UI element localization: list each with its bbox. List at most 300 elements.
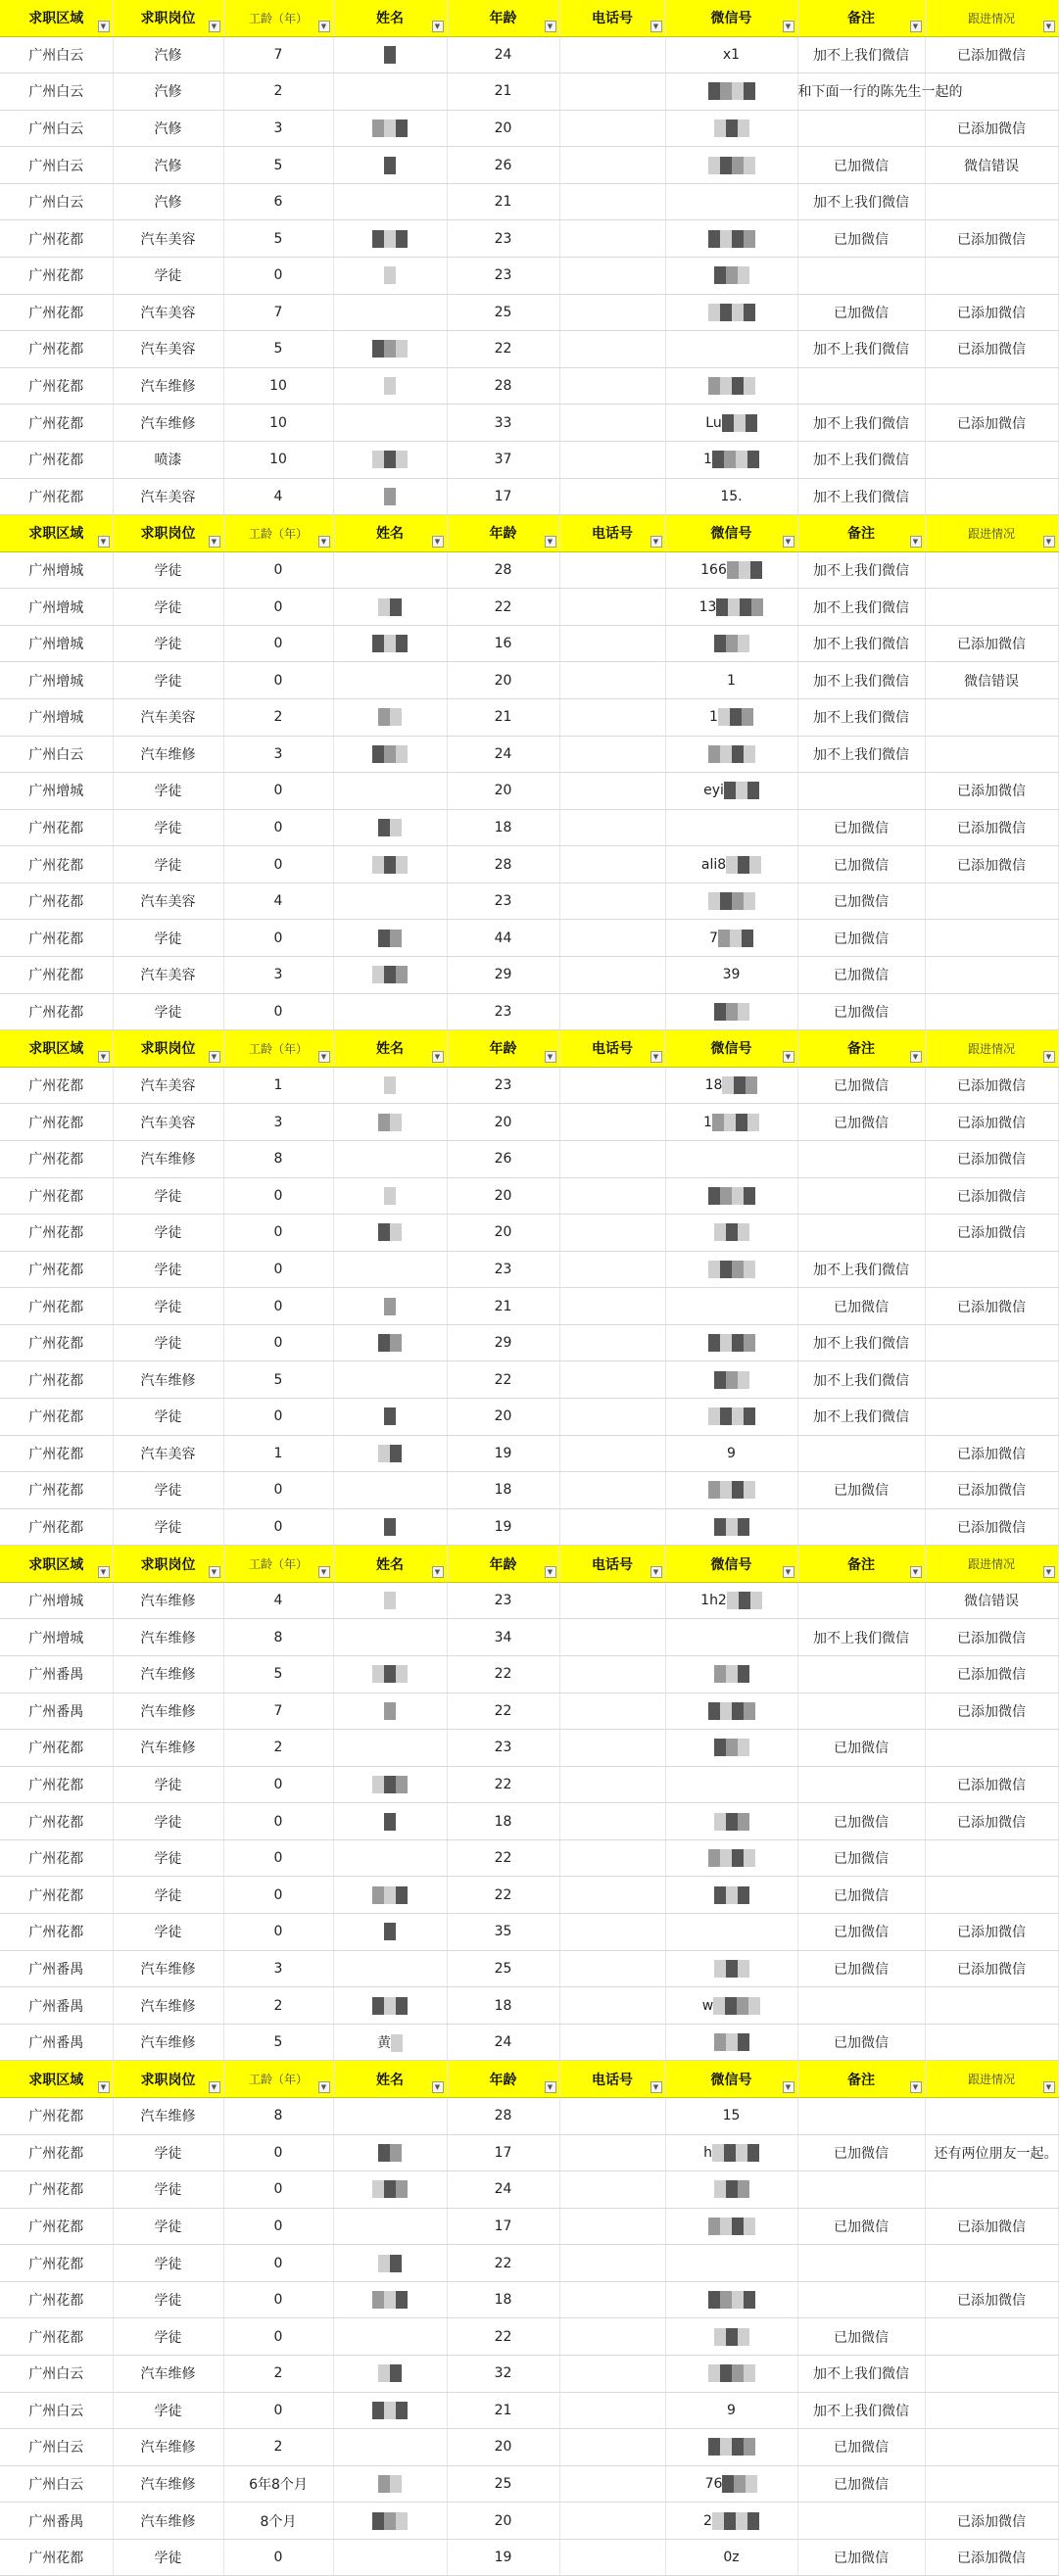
cell-region[interactable]: 广州花都 — [0, 920, 113, 957]
cell-note[interactable]: 已加微信 — [797, 1472, 925, 1509]
cell-name[interactable] — [333, 1914, 447, 1951]
cell-experience[interactable]: 4 — [223, 883, 333, 920]
cell-phone[interactable] — [559, 2356, 665, 2393]
cell-position[interactable]: 喷漆 — [113, 441, 223, 478]
cell-experience[interactable]: 0 — [223, 662, 333, 699]
cell-phone[interactable] — [559, 331, 665, 368]
cell-age[interactable]: 24 — [447, 2171, 559, 2209]
cell-note[interactable]: 加不上我们微信 — [797, 551, 925, 589]
cell-wechat[interactable]: 1 — [665, 1104, 797, 1141]
cell-region[interactable]: 广州花都 — [0, 1877, 113, 1914]
cell-phone[interactable] — [559, 1693, 665, 1730]
cell-age[interactable]: 21 — [447, 1288, 559, 1325]
cell-wechat[interactable] — [665, 1140, 797, 1177]
cell-note[interactable]: 加不上我们微信 — [797, 1398, 925, 1435]
cell-note[interactable]: 已加微信 — [797, 1839, 925, 1877]
cell-experience[interactable]: 5 — [223, 220, 333, 258]
cell-wechat[interactable] — [665, 625, 797, 662]
cell-wechat[interactable]: 13 — [665, 589, 797, 626]
cell-phone[interactable] — [559, 294, 665, 331]
cell-age[interactable]: 23 — [447, 993, 559, 1030]
cell-experience[interactable]: 5 — [223, 2024, 333, 2061]
cell-wechat[interactable] — [665, 110, 797, 147]
cell-name[interactable] — [333, 2392, 447, 2429]
cell-note[interactable]: 加不上我们微信 — [797, 589, 925, 626]
cell-follow[interactable]: 已添加微信 — [925, 220, 1058, 258]
cell-wechat[interactable] — [665, 1508, 797, 1546]
cell-experience[interactable]: 4 — [223, 478, 333, 515]
cell-experience[interactable]: 0 — [223, 1803, 333, 1840]
cell-name[interactable] — [333, 2539, 447, 2576]
column-header-experience[interactable] — [223, 0, 333, 36]
cell-follow[interactable]: 已添加微信 — [925, 1435, 1058, 1472]
cell-position[interactable]: 学徒 — [113, 1472, 223, 1509]
cell-region[interactable]: 广州花都 — [0, 441, 113, 478]
cell-wechat[interactable]: 166 — [665, 551, 797, 589]
cell-experience[interactable]: 5 — [223, 147, 333, 184]
cell-note[interactable] — [797, 2281, 925, 2318]
cell-name[interactable] — [333, 2134, 447, 2171]
cell-follow[interactable]: 已添加微信 — [925, 331, 1058, 368]
cell-region[interactable]: 广州花都 — [0, 2539, 113, 2576]
cell-follow[interactable] — [925, 589, 1058, 626]
cell-region[interactable]: 广州花都 — [0, 2281, 113, 2318]
cell-wechat[interactable]: 1 — [665, 698, 797, 736]
cell-name[interactable] — [333, 1472, 447, 1509]
cell-region[interactable]: 广州花都 — [0, 294, 113, 331]
filter-dropdown-icon[interactable]: ▼ — [1043, 536, 1055, 548]
column-header-wechat[interactable] — [665, 1546, 797, 1583]
cell-wechat[interactable]: x1 — [665, 36, 797, 73]
cell-name[interactable] — [333, 846, 447, 883]
cell-region[interactable]: 广州番禺 — [0, 1656, 113, 1693]
filter-dropdown-icon[interactable]: ▼ — [545, 1566, 556, 1578]
column-header-note[interactable] — [797, 515, 925, 552]
column-header-follow[interactable] — [925, 1546, 1058, 1583]
cell-position[interactable]: 汽车维修 — [113, 1950, 223, 1987]
column-header-position[interactable] — [113, 1546, 223, 1583]
filter-dropdown-icon[interactable]: ▼ — [209, 1051, 220, 1063]
cell-region[interactable]: 广州花都 — [0, 220, 113, 258]
column-header-region[interactable] — [0, 1546, 113, 1583]
cell-wechat[interactable] — [665, 1251, 797, 1288]
cell-note[interactable]: 加不上我们微信 — [797, 736, 925, 773]
column-header-wechat[interactable] — [665, 515, 797, 552]
cell-region[interactable]: 广州花都 — [0, 1803, 113, 1840]
cell-experience[interactable]: 0 — [223, 2281, 333, 2318]
cell-position[interactable]: 学徒 — [113, 1288, 223, 1325]
filter-dropdown-icon[interactable]: ▼ — [650, 2081, 662, 2093]
cell-wechat[interactable]: Lu — [665, 405, 797, 442]
cell-name[interactable] — [333, 1508, 447, 1546]
cell-follow[interactable] — [925, 2318, 1058, 2356]
cell-note[interactable]: 加不上我们微信 — [797, 1324, 925, 1361]
filter-dropdown-icon[interactable]: ▼ — [650, 1051, 662, 1063]
cell-name[interactable] — [333, 258, 447, 295]
cell-region[interactable]: 广州花都 — [0, 1177, 113, 1215]
cell-phone[interactable] — [559, 1656, 665, 1693]
cell-note[interactable]: 已加微信 — [797, 220, 925, 258]
cell-age[interactable]: 20 — [447, 1398, 559, 1435]
cell-age[interactable]: 25 — [447, 1950, 559, 1987]
cell-age[interactable]: 22 — [447, 589, 559, 626]
cell-age[interactable]: 28 — [447, 551, 559, 589]
cell-region[interactable]: 广州花都 — [0, 1324, 113, 1361]
cell-name[interactable] — [333, 1398, 447, 1435]
cell-age[interactable]: 26 — [447, 1140, 559, 1177]
cell-region[interactable]: 广州番禺 — [0, 1987, 113, 2025]
cell-experience[interactable]: 0 — [223, 809, 333, 846]
cell-position[interactable]: 汽车维修 — [113, 1582, 223, 1619]
cell-follow[interactable] — [925, 478, 1058, 515]
cell-position[interactable]: 学徒 — [113, 1251, 223, 1288]
filter-dropdown-icon[interactable]: ▼ — [98, 21, 110, 32]
cell-position[interactable]: 汽修 — [113, 73, 223, 111]
filter-dropdown-icon[interactable]: ▼ — [1043, 2081, 1055, 2093]
cell-follow[interactable]: 已添加微信 — [925, 1803, 1058, 1840]
cell-note[interactable]: 已加微信 — [797, 2134, 925, 2171]
filter-dropdown-icon[interactable]: ▼ — [545, 2081, 556, 2093]
cell-experience[interactable]: 5 — [223, 1656, 333, 1693]
cell-follow[interactable]: 已添加微信 — [925, 625, 1058, 662]
cell-note[interactable]: 加不上我们微信 — [797, 2392, 925, 2429]
cell-name[interactable] — [333, 2208, 447, 2245]
filter-dropdown-icon[interactable]: ▼ — [1043, 1051, 1055, 1063]
cell-age[interactable]: 20 — [447, 1104, 559, 1141]
cell-age[interactable]: 19 — [447, 2539, 559, 2576]
column-header-phone[interactable] — [559, 1030, 665, 1068]
cell-age[interactable]: 33 — [447, 405, 559, 442]
cell-position[interactable]: 汽车维修 — [113, 2356, 223, 2393]
cell-experience[interactable]: 2 — [223, 73, 333, 111]
cell-age[interactable]: 21 — [447, 183, 559, 220]
column-header-note[interactable] — [797, 1030, 925, 1068]
cell-note[interactable] — [797, 1177, 925, 1215]
cell-follow[interactable] — [925, 698, 1058, 736]
cell-wechat[interactable]: 1 — [665, 662, 797, 699]
cell-note[interactable] — [797, 2097, 925, 2134]
column-header-follow[interactable] — [925, 0, 1058, 36]
cell-experience[interactable]: 10 — [223, 405, 333, 442]
column-header-name[interactable] — [333, 0, 447, 36]
cell-position[interactable]: 汽车维修 — [113, 2024, 223, 2061]
cell-phone[interactable] — [559, 773, 665, 810]
cell-follow[interactable] — [925, 551, 1058, 589]
cell-wechat[interactable]: 0z — [665, 2539, 797, 2576]
filter-dropdown-icon[interactable]: ▼ — [318, 536, 330, 548]
filter-dropdown-icon[interactable]: ▼ — [98, 1051, 110, 1063]
cell-phone[interactable] — [559, 258, 665, 295]
cell-region[interactable]: 广州花都 — [0, 846, 113, 883]
cell-age[interactable]: 24 — [447, 36, 559, 73]
cell-experience[interactable]: 10 — [223, 441, 333, 478]
cell-phone[interactable] — [559, 2134, 665, 2171]
cell-name[interactable] — [333, 1324, 447, 1361]
cell-name[interactable] — [333, 1140, 447, 1177]
cell-note[interactable] — [797, 367, 925, 405]
cell-wechat[interactable]: 39 — [665, 957, 797, 994]
column-header-experience[interactable] — [223, 1546, 333, 1583]
cell-region[interactable]: 广州花都 — [0, 2171, 113, 2209]
cell-phone[interactable] — [559, 1251, 665, 1288]
cell-region[interactable]: 广州花都 — [0, 993, 113, 1030]
cell-region[interactable]: 广州花都 — [0, 1766, 113, 1803]
cell-follow[interactable] — [925, 993, 1058, 1030]
cell-name[interactable] — [333, 1251, 447, 1288]
cell-region[interactable]: 广州花都 — [0, 957, 113, 994]
cell-follow[interactable] — [925, 1398, 1058, 1435]
cell-name[interactable] — [333, 405, 447, 442]
column-header-name[interactable] — [333, 1546, 447, 1583]
cell-age[interactable]: 20 — [447, 110, 559, 147]
cell-follow[interactable] — [925, 2024, 1058, 2061]
cell-experience[interactable]: 8 — [223, 1619, 333, 1656]
cell-name[interactable] — [333, 1177, 447, 1215]
cell-position[interactable]: 汽车维修 — [113, 405, 223, 442]
cell-position[interactable]: 学徒 — [113, 1914, 223, 1951]
cell-age[interactable]: 28 — [447, 367, 559, 405]
cell-phone[interactable] — [559, 36, 665, 73]
cell-follow[interactable] — [925, 73, 1058, 111]
filter-dropdown-icon[interactable]: ▼ — [98, 536, 110, 548]
cell-position[interactable]: 学徒 — [113, 625, 223, 662]
cell-wechat[interactable] — [665, 1693, 797, 1730]
cell-experience[interactable]: 0 — [223, 1398, 333, 1435]
cell-name[interactable] — [333, 441, 447, 478]
filter-dropdown-icon[interactable]: ▼ — [910, 1051, 922, 1063]
cell-note[interactable]: 已加微信 — [797, 2429, 925, 2466]
column-header-position[interactable] — [113, 515, 223, 552]
cell-wechat[interactable] — [665, 1803, 797, 1840]
cell-phone[interactable] — [559, 1730, 665, 1767]
cell-name[interactable] — [333, 957, 447, 994]
filter-dropdown-icon[interactable]: ▼ — [209, 2081, 220, 2093]
cell-age[interactable]: 18 — [447, 1987, 559, 2025]
cell-position[interactable]: 学徒 — [113, 2134, 223, 2171]
cell-phone[interactable] — [559, 993, 665, 1030]
cell-region[interactable]: 广州花都 — [0, 1361, 113, 1399]
cell-phone[interactable] — [559, 441, 665, 478]
cell-experience[interactable]: 0 — [223, 1877, 333, 1914]
cell-region[interactable]: 广州白云 — [0, 2356, 113, 2393]
cell-name[interactable] — [333, 1435, 447, 1472]
cell-position[interactable]: 汽车维修 — [113, 1693, 223, 1730]
cell-note[interactable]: 已加微信 — [797, 2208, 925, 2245]
cell-position[interactable]: 汽车维修 — [113, 2097, 223, 2134]
cell-experience[interactable]: 0 — [223, 993, 333, 1030]
cell-note[interactable]: 已加微信 — [797, 147, 925, 184]
cell-position[interactable]: 汽车美容 — [113, 957, 223, 994]
cell-phone[interactable] — [559, 920, 665, 957]
cell-position[interactable]: 学徒 — [113, 1839, 223, 1877]
cell-follow[interactable]: 已添加微信 — [925, 809, 1058, 846]
filter-dropdown-icon[interactable]: ▼ — [545, 21, 556, 32]
cell-name[interactable] — [333, 147, 447, 184]
cell-note[interactable]: 已加微信 — [797, 1914, 925, 1951]
cell-note[interactable]: 已加微信 — [797, 1950, 925, 1987]
cell-follow[interactable]: 已添加微信 — [925, 1693, 1058, 1730]
cell-experience[interactable]: 0 — [223, 846, 333, 883]
cell-region[interactable]: 广州番禺 — [0, 2024, 113, 2061]
cell-age[interactable]: 18 — [447, 1472, 559, 1509]
cell-phone[interactable] — [559, 110, 665, 147]
cell-position[interactable]: 汽车维修 — [113, 1730, 223, 1767]
cell-wechat[interactable] — [665, 1950, 797, 1987]
column-header-phone[interactable] — [559, 515, 665, 552]
cell-name[interactable] — [333, 662, 447, 699]
filter-dropdown-icon[interactable]: ▼ — [98, 1566, 110, 1578]
cell-position[interactable]: 学徒 — [113, 2318, 223, 2356]
cell-name[interactable] — [333, 1877, 447, 1914]
cell-follow[interactable]: 已添加微信 — [925, 294, 1058, 331]
cell-position[interactable]: 学徒 — [113, 1877, 223, 1914]
cell-position[interactable]: 学徒 — [113, 2208, 223, 2245]
cell-position[interactable]: 汽车美容 — [113, 1067, 223, 1104]
cell-note[interactable]: 已加微信 — [797, 2539, 925, 2576]
column-header-name[interactable] — [333, 515, 447, 552]
cell-age[interactable]: 25 — [447, 2465, 559, 2503]
cell-note[interactable] — [797, 773, 925, 810]
column-header-phone[interactable] — [559, 1546, 665, 1583]
cell-wechat[interactable] — [665, 258, 797, 295]
cell-note[interactable]: 已加微信 — [797, 294, 925, 331]
cell-experience[interactable]: 0 — [223, 1508, 333, 1546]
cell-region[interactable]: 广州花都 — [0, 883, 113, 920]
cell-position[interactable]: 学徒 — [113, 1398, 223, 1435]
column-header-experience[interactable] — [223, 2061, 333, 2098]
cell-position[interactable]: 汽车维修 — [113, 1140, 223, 1177]
cell-age[interactable]: 21 — [447, 73, 559, 111]
cell-region[interactable]: 广州花都 — [0, 2245, 113, 2282]
cell-experience[interactable]: 6 — [223, 183, 333, 220]
cell-age[interactable]: 29 — [447, 1324, 559, 1361]
cell-follow[interactable]: 已添加微信 — [925, 1950, 1058, 1987]
cell-name[interactable] — [333, 331, 447, 368]
cell-note[interactable]: 已加微信 — [797, 1104, 925, 1141]
cell-phone[interactable] — [559, 625, 665, 662]
cell-name[interactable] — [333, 1803, 447, 1840]
cell-wechat[interactable]: eyi — [665, 773, 797, 810]
cell-phone[interactable] — [559, 478, 665, 515]
cell-age[interactable]: 23 — [447, 883, 559, 920]
cell-follow[interactable]: 已添加微信 — [925, 846, 1058, 883]
filter-dropdown-icon[interactable]: ▼ — [910, 2081, 922, 2093]
cell-name[interactable] — [333, 2429, 447, 2466]
cell-experience[interactable]: 2 — [223, 2429, 333, 2466]
cell-position[interactable]: 学徒 — [113, 809, 223, 846]
cell-region[interactable]: 广州花都 — [0, 258, 113, 295]
filter-dropdown-icon[interactable]: ▼ — [209, 21, 220, 32]
cell-note[interactable]: 已加微信 — [797, 993, 925, 1030]
cell-phone[interactable] — [559, 957, 665, 994]
cell-experience[interactable]: 0 — [223, 2171, 333, 2209]
cell-name[interactable] — [333, 2097, 447, 2134]
cell-phone[interactable] — [559, 1508, 665, 1546]
cell-wechat[interactable] — [665, 1656, 797, 1693]
cell-note[interactable]: 已加微信 — [797, 883, 925, 920]
cell-age[interactable]: 21 — [447, 698, 559, 736]
cell-note[interactable] — [797, 1508, 925, 1546]
cell-note[interactable]: 加不上我们微信 — [797, 2356, 925, 2393]
column-header-position[interactable] — [113, 2061, 223, 2098]
cell-wechat[interactable] — [665, 2281, 797, 2318]
cell-phone[interactable] — [559, 2392, 665, 2429]
column-header-name[interactable] — [333, 2061, 447, 2098]
cell-phone[interactable] — [559, 2245, 665, 2282]
cell-name[interactable] — [333, 183, 447, 220]
cell-phone[interactable] — [559, 1582, 665, 1619]
cell-note[interactable]: 已加微信 — [797, 846, 925, 883]
cell-follow[interactable] — [925, 183, 1058, 220]
cell-region[interactable]: 广州番禺 — [0, 1693, 113, 1730]
cell-position[interactable]: 学徒 — [113, 1177, 223, 1215]
cell-follow[interactable] — [925, 1361, 1058, 1399]
cell-wechat[interactable] — [665, 2318, 797, 2356]
cell-wechat[interactable] — [665, 1177, 797, 1215]
cell-follow[interactable] — [925, 2097, 1058, 2134]
cell-wechat[interactable] — [665, 220, 797, 258]
cell-age[interactable]: 28 — [447, 2097, 559, 2134]
column-header-note[interactable] — [797, 1546, 925, 1583]
cell-follow[interactable] — [925, 2465, 1058, 2503]
cell-note[interactable]: 已加微信 — [797, 1288, 925, 1325]
cell-follow[interactable]: 已添加微信 — [925, 1104, 1058, 1141]
cell-phone[interactable] — [559, 1472, 665, 1509]
cell-experience[interactable]: 0 — [223, 2134, 333, 2171]
cell-note[interactable]: 已加微信 — [797, 1067, 925, 1104]
cell-note[interactable]: 已加微信 — [797, 2465, 925, 2503]
column-header-name[interactable] — [333, 1030, 447, 1068]
cell-follow[interactable] — [925, 883, 1058, 920]
cell-follow[interactable]: 已添加微信 — [925, 1472, 1058, 1509]
cell-name[interactable] — [333, 2318, 447, 2356]
cell-follow[interactable]: 已添加微信 — [925, 2208, 1058, 2245]
cell-phone[interactable] — [559, 73, 665, 111]
column-header-phone[interactable] — [559, 0, 665, 36]
cell-wechat[interactable] — [665, 294, 797, 331]
cell-age[interactable]: 28 — [447, 846, 559, 883]
cell-phone[interactable] — [559, 589, 665, 626]
cell-age[interactable]: 19 — [447, 1435, 559, 1472]
cell-name[interactable] — [333, 1288, 447, 1325]
cell-experience[interactable]: 0 — [223, 2318, 333, 2356]
cell-wechat[interactable] — [665, 2208, 797, 2245]
cell-region[interactable]: 广州花都 — [0, 1435, 113, 1472]
filter-dropdown-icon[interactable]: ▼ — [432, 1566, 444, 1578]
cell-position[interactable]: 学徒 — [113, 993, 223, 1030]
column-header-wechat[interactable] — [665, 0, 797, 36]
cell-phone[interactable] — [559, 1140, 665, 1177]
cell-follow[interactable] — [925, 258, 1058, 295]
cell-follow[interactable]: 已添加微信 — [925, 1508, 1058, 1546]
cell-position[interactable]: 汽车维修 — [113, 1619, 223, 1656]
column-header-age[interactable] — [447, 1546, 559, 1583]
cell-experience[interactable]: 0 — [223, 2208, 333, 2245]
cell-position[interactable]: 学徒 — [113, 773, 223, 810]
cell-name[interactable] — [333, 2245, 447, 2282]
filter-dropdown-icon[interactable]: ▼ — [783, 1566, 794, 1578]
cell-name[interactable] — [333, 1361, 447, 1399]
cell-note[interactable] — [797, 1140, 925, 1177]
cell-phone[interactable] — [559, 809, 665, 846]
cell-position[interactable]: 学徒 — [113, 2171, 223, 2209]
cell-phone[interactable] — [559, 2024, 665, 2061]
cell-phone[interactable] — [559, 2465, 665, 2503]
cell-wechat[interactable] — [665, 2429, 797, 2466]
cell-position[interactable]: 学徒 — [113, 1215, 223, 1252]
cell-phone[interactable] — [559, 367, 665, 405]
cell-follow[interactable] — [925, 1251, 1058, 1288]
